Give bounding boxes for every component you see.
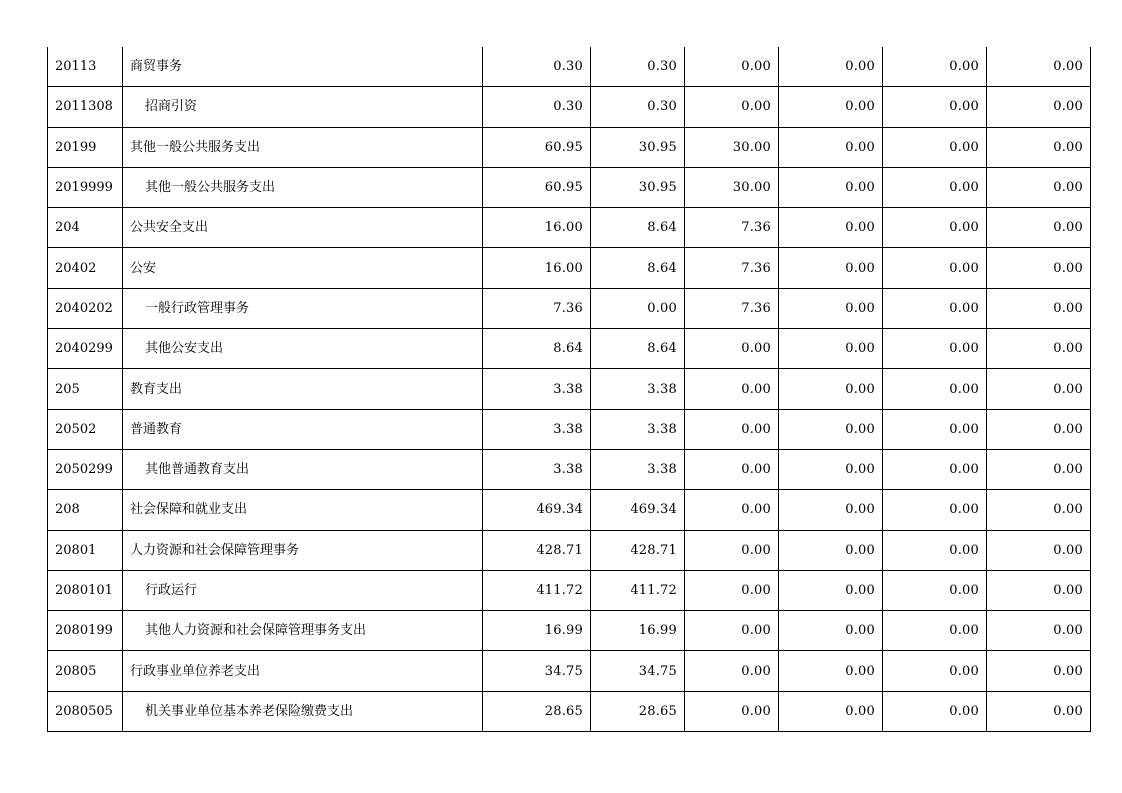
subject-code-cell: 20113 xyxy=(48,47,123,87)
amount-cell-project: 0.00 xyxy=(685,691,779,731)
subject-code-cell: 2019999 xyxy=(48,167,123,207)
subject-code-cell: 2040299 xyxy=(48,329,123,369)
table-row xyxy=(48,611,1091,651)
amount-cell-column-4: 0.00 xyxy=(779,651,883,691)
table-row xyxy=(48,570,1091,610)
subject-name-cell: 行政运行 xyxy=(123,570,483,610)
subject-code-cell: 2040202 xyxy=(48,288,123,328)
amount-cell-total: 28.65 xyxy=(483,691,591,731)
table-row xyxy=(48,651,1091,691)
amount-cell-column-5: 0.00 xyxy=(883,691,987,731)
amount-cell-project: 0.00 xyxy=(685,490,779,530)
table-row xyxy=(48,409,1091,449)
amount-cell-basic: 3.38 xyxy=(591,409,685,449)
amount-cell-project: 0.00 xyxy=(685,611,779,651)
amount-cell-basic: 411.72 xyxy=(591,570,685,610)
subject-code-cell: 2080199 xyxy=(48,611,123,651)
subject-code-cell: 20502 xyxy=(48,409,123,449)
amount-cell-column-4: 0.00 xyxy=(779,611,883,651)
amount-cell-column-6: 0.00 xyxy=(987,127,1091,167)
amount-cell-column-6: 0.00 xyxy=(987,248,1091,288)
subject-name-cell: 其他普通教育支出 xyxy=(123,449,483,489)
amount-cell-column-4: 0.00 xyxy=(779,490,883,530)
table-body xyxy=(48,47,1091,732)
amount-cell-column-6: 0.00 xyxy=(987,208,1091,248)
amount-cell-column-5: 0.00 xyxy=(883,167,987,207)
amount-cell-column-4: 0.00 xyxy=(779,691,883,731)
amount-cell-project: 7.36 xyxy=(685,248,779,288)
amount-cell-basic: 28.65 xyxy=(591,691,685,731)
subject-name-cell: 普通教育 xyxy=(123,409,483,449)
amount-cell-basic: 30.95 xyxy=(591,127,685,167)
amount-cell-total: 428.71 xyxy=(483,530,591,570)
amount-cell-project: 0.00 xyxy=(685,87,779,127)
amount-cell-project: 0.00 xyxy=(685,651,779,691)
amount-cell-column-4: 0.00 xyxy=(779,87,883,127)
amount-cell-column-5: 0.00 xyxy=(883,288,987,328)
amount-cell-column-5: 0.00 xyxy=(883,449,987,489)
subject-name-cell: 一般行政管理事务 xyxy=(123,288,483,328)
amount-cell-column-4: 0.00 xyxy=(779,329,883,369)
amount-cell-column-6: 0.00 xyxy=(987,490,1091,530)
amount-cell-column-6: 0.00 xyxy=(987,47,1091,87)
table-row xyxy=(48,369,1091,409)
amount-cell-basic: 16.99 xyxy=(591,611,685,651)
subject-name-cell: 公安 xyxy=(123,248,483,288)
amount-cell-total: 60.95 xyxy=(483,127,591,167)
amount-cell-column-5: 0.00 xyxy=(883,530,987,570)
amount-cell-column-6: 0.00 xyxy=(987,691,1091,731)
subject-name-cell: 机关事业单位基本养老保险缴费支出 xyxy=(123,691,483,731)
amount-cell-basic: 0.30 xyxy=(591,47,685,87)
amount-cell-basic: 8.64 xyxy=(591,329,685,369)
subject-name-cell: 人力资源和社会保障管理事务 xyxy=(123,530,483,570)
amount-cell-total: 8.64 xyxy=(483,329,591,369)
amount-cell-column-6: 0.00 xyxy=(987,530,1091,570)
table-row xyxy=(48,691,1091,731)
amount-cell-column-4: 0.00 xyxy=(779,570,883,610)
amount-cell-column-6: 0.00 xyxy=(987,449,1091,489)
table-row xyxy=(48,47,1091,87)
table-row xyxy=(48,490,1091,530)
amount-cell-column-6: 0.00 xyxy=(987,87,1091,127)
amount-cell-total: 0.30 xyxy=(483,47,591,87)
amount-cell-total: 7.36 xyxy=(483,288,591,328)
amount-cell-basic: 0.00 xyxy=(591,288,685,328)
amount-cell-column-4: 0.00 xyxy=(779,47,883,87)
amount-cell-basic: 428.71 xyxy=(591,530,685,570)
subject-code-cell: 205 xyxy=(48,369,123,409)
amount-cell-project: 7.36 xyxy=(685,208,779,248)
table-row xyxy=(48,127,1091,167)
amount-cell-column-6: 0.00 xyxy=(987,167,1091,207)
amount-cell-column-4: 0.00 xyxy=(779,248,883,288)
amount-cell-basic: 3.38 xyxy=(591,449,685,489)
table-row xyxy=(48,87,1091,127)
amount-cell-basic: 8.64 xyxy=(591,208,685,248)
amount-cell-column-4: 0.00 xyxy=(779,167,883,207)
amount-cell-project: 0.00 xyxy=(685,47,779,87)
amount-cell-project: 0.00 xyxy=(685,369,779,409)
amount-cell-total: 16.99 xyxy=(483,611,591,651)
subject-name-cell: 招商引资 xyxy=(123,87,483,127)
table-row xyxy=(48,248,1091,288)
amount-cell-column-4: 0.00 xyxy=(779,409,883,449)
subject-code-cell: 2050299 xyxy=(48,449,123,489)
subject-code-cell: 20199 xyxy=(48,127,123,167)
amount-cell-total: 411.72 xyxy=(483,570,591,610)
subject-code-cell: 2080101 xyxy=(48,570,123,610)
amount-cell-column-5: 0.00 xyxy=(883,87,987,127)
amount-cell-column-5: 0.00 xyxy=(883,611,987,651)
amount-cell-column-5: 0.00 xyxy=(883,651,987,691)
amount-cell-basic: 34.75 xyxy=(591,651,685,691)
subject-name-cell: 其他一般公共服务支出 xyxy=(123,127,483,167)
amount-cell-basic: 8.64 xyxy=(591,248,685,288)
amount-cell-column-6: 0.00 xyxy=(987,570,1091,610)
amount-cell-total: 3.38 xyxy=(483,409,591,449)
amount-cell-project: 7.36 xyxy=(685,288,779,328)
amount-cell-column-6: 0.00 xyxy=(987,611,1091,651)
amount-cell-column-5: 0.00 xyxy=(883,208,987,248)
amount-cell-project: 0.00 xyxy=(685,570,779,610)
amount-cell-total: 34.75 xyxy=(483,651,591,691)
subject-code-cell: 20801 xyxy=(48,530,123,570)
amount-cell-total: 0.30 xyxy=(483,87,591,127)
subject-name-cell: 公共安全支出 xyxy=(123,208,483,248)
subject-code-cell: 204 xyxy=(48,208,123,248)
amount-cell-total: 3.38 xyxy=(483,369,591,409)
amount-cell-column-6: 0.00 xyxy=(987,329,1091,369)
amount-cell-column-6: 0.00 xyxy=(987,288,1091,328)
amount-cell-column-5: 0.00 xyxy=(883,570,987,610)
amount-cell-column-6: 0.00 xyxy=(987,369,1091,409)
amount-cell-column-5: 0.00 xyxy=(883,47,987,87)
amount-cell-project: 0.00 xyxy=(685,449,779,489)
amount-cell-total: 16.00 xyxy=(483,208,591,248)
subject-code-cell: 20402 xyxy=(48,248,123,288)
subject-name-cell: 其他公安支出 xyxy=(123,329,483,369)
subject-name-cell: 教育支出 xyxy=(123,369,483,409)
amount-cell-project: 0.00 xyxy=(685,329,779,369)
amount-cell-basic: 469.34 xyxy=(591,490,685,530)
amount-cell-total: 16.00 xyxy=(483,248,591,288)
subject-name-cell: 商贸事务 xyxy=(123,47,483,87)
amount-cell-column-5: 0.00 xyxy=(883,248,987,288)
amount-cell-column-5: 0.00 xyxy=(883,409,987,449)
amount-cell-basic: 3.38 xyxy=(591,369,685,409)
amount-cell-column-4: 0.00 xyxy=(779,449,883,489)
subject-name-cell: 其他一般公共服务支出 xyxy=(123,167,483,207)
amount-cell-project: 30.00 xyxy=(685,167,779,207)
budget-expenditure-table xyxy=(47,47,1091,732)
amount-cell-basic: 0.30 xyxy=(591,87,685,127)
table-row xyxy=(48,329,1091,369)
table-row xyxy=(48,208,1091,248)
amount-cell-project: 0.00 xyxy=(685,530,779,570)
subject-name-cell: 行政事业单位养老支出 xyxy=(123,651,483,691)
table-row xyxy=(48,530,1091,570)
amount-cell-column-5: 0.00 xyxy=(883,490,987,530)
amount-cell-column-5: 0.00 xyxy=(883,127,987,167)
subject-code-cell: 208 xyxy=(48,490,123,530)
subject-code-cell: 2080505 xyxy=(48,691,123,731)
table-row xyxy=(48,449,1091,489)
amount-cell-column-4: 0.00 xyxy=(779,530,883,570)
subject-code-cell: 20805 xyxy=(48,651,123,691)
amount-cell-column-4: 0.00 xyxy=(779,369,883,409)
amount-cell-column-4: 0.00 xyxy=(779,208,883,248)
amount-cell-total: 469.34 xyxy=(483,490,591,530)
amount-cell-column-4: 0.00 xyxy=(779,127,883,167)
amount-cell-total: 3.38 xyxy=(483,449,591,489)
amount-cell-column-5: 0.00 xyxy=(883,329,987,369)
amount-cell-project: 30.00 xyxy=(685,127,779,167)
table-row xyxy=(48,288,1091,328)
subject-code-cell: 2011308 xyxy=(48,87,123,127)
subject-name-cell: 社会保障和就业支出 xyxy=(123,490,483,530)
amount-cell-column-4: 0.00 xyxy=(779,288,883,328)
amount-cell-total: 60.95 xyxy=(483,167,591,207)
amount-cell-project: 0.00 xyxy=(685,409,779,449)
subject-name-cell: 其他人力资源和社会保障管理事务支出 xyxy=(123,611,483,651)
table-row xyxy=(48,167,1091,207)
amount-cell-column-6: 0.00 xyxy=(987,651,1091,691)
amount-cell-column-5: 0.00 xyxy=(883,369,987,409)
amount-cell-basic: 30.95 xyxy=(591,167,685,207)
amount-cell-column-6: 0.00 xyxy=(987,409,1091,449)
